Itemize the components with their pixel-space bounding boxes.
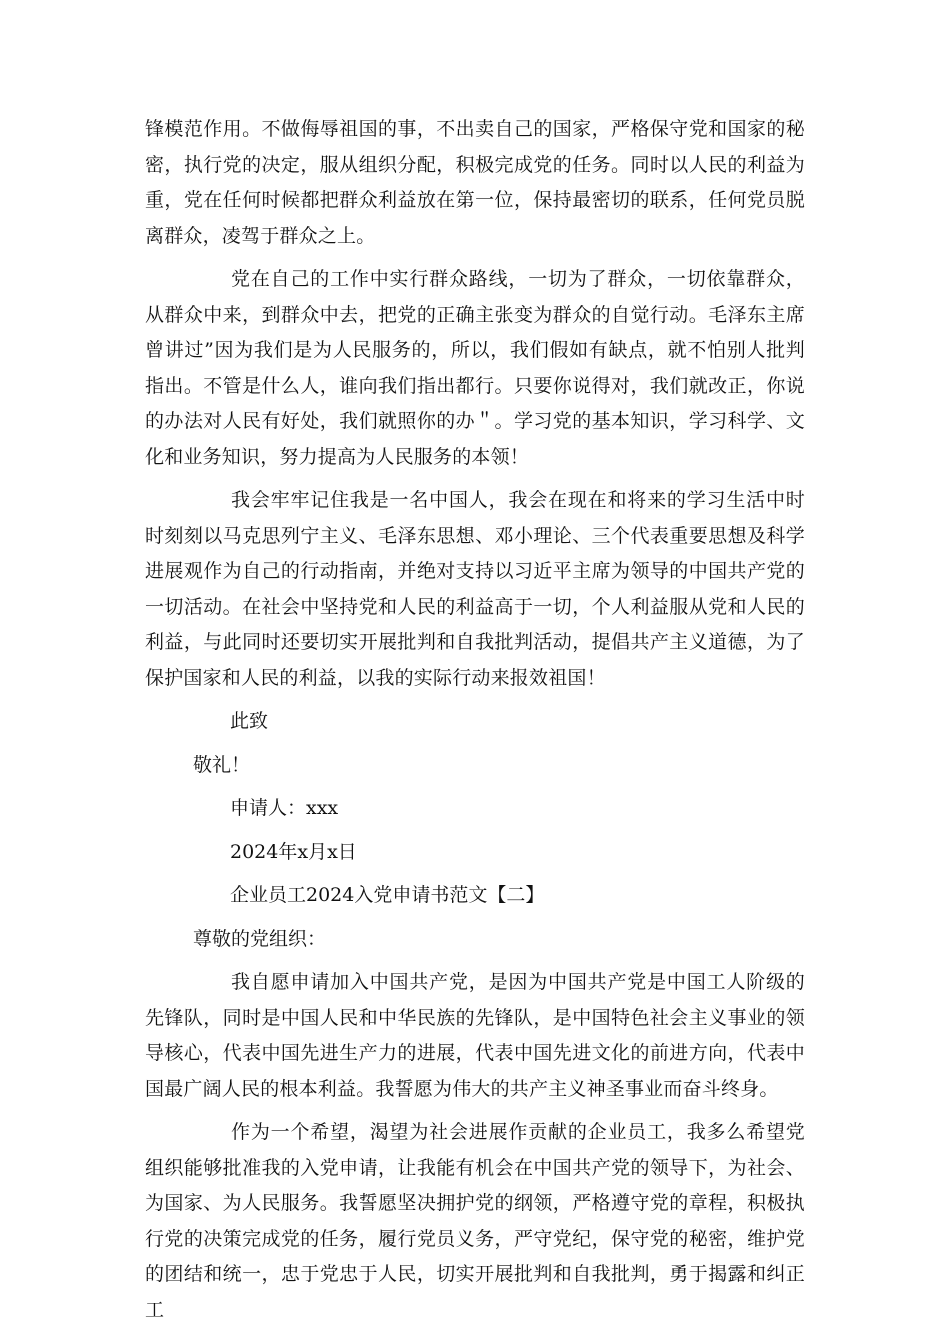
- section-title: 企业员工2024入党申请书范文【二】: [230, 884, 545, 906]
- paragraph-commitment: 我会牢牢记住我是一名中国人，我会在现在和将来的学习生活中时时刻刻以马克思列宁主义、毛泽东思想、邓小理论、三个代表重要思想及科学进展观作为自己的行动指南，并绝对支持以习近平主席为领导的中国共产党的一切活动。在社会中坚持党和人民的利益高于一切，个人利益服从党和人民的利益，与此同时还要切实开展批判和自我批判活动，提倡共产主义道德，为了保护国家和人民的利益，以我的实际行动来报效祖国！: [145, 489, 805, 689]
- paragraph-intro: 我自愿申请加入中国共产党，是因为中国共产党是中国工人阶级的先锋队，同时是中国人民和中华民族的先锋队，是中国特色社会主义事业的领导核心，代表中国先进生产力的进展，代表中国先进文化的前进方向，代表中国最广阔人民的根本利益。我誓愿为伟大的共产主义神圣事业而奋斗终身。: [145, 971, 805, 1100]
- closing-line: 此致: [230, 710, 269, 732]
- greeting-line: 尊敬的党组织：: [193, 927, 327, 950]
- date-line: 2024年x月x日: [230, 840, 357, 863]
- paragraph-mass-line: 党在自己的工作中实行群众路线，一切为了群众，一切依靠群众，从群众中来，到群众中去，把党的正确主张变为群众的自觉行动。毛泽东主席曾讲过”因为我们是为人民服务的，所以，我们假如有缺点，就不怕别人批判指出。不管是什么人，谁向我们指出都行。只要你说得对，我们就改正，你说的办法对人民有好处，我们就照你的办＂。学习党的基本知识，学习科学、文化和业务知识，努力提高为人民服务的本领！: [145, 268, 805, 468]
- document-body: [145, 112, 805, 1328]
- paragraph-continued: 锋模范作用。不做侮辱祖国的事，不出卖自己的国家，严格保守党和国家的秘密，执行党的决定，服从组织分配，积极完成党的任务。同时以人民的利益为重，党在任何时候都把群众利益放在第一位，保持最密切的联系，任何党员脱离群众，凌驾于群众之上。: [145, 118, 805, 247]
- salute-line: 敬礼！: [193, 753, 251, 776]
- paragraph-hope: 作为一个希望，渴望为社会进展作贡献的企业员工，我多么希望党组织能够批准我的入党申请，让我能有机会在中国共产党的领导下，为社会、为国家、为人民服务。我誓愿坚决拥护党的纲领，严格遵守党的章程，积极执行党的决策完成党的任务，履行党员义务，严守党纪，保守党的秘密，维护党的团结和统一，忠于党忠于人民，切实开展批判和自我批判，勇于揭露和纠正工: [145, 1121, 805, 1321]
- applicant-line: 申请人：xxx: [230, 797, 339, 819]
